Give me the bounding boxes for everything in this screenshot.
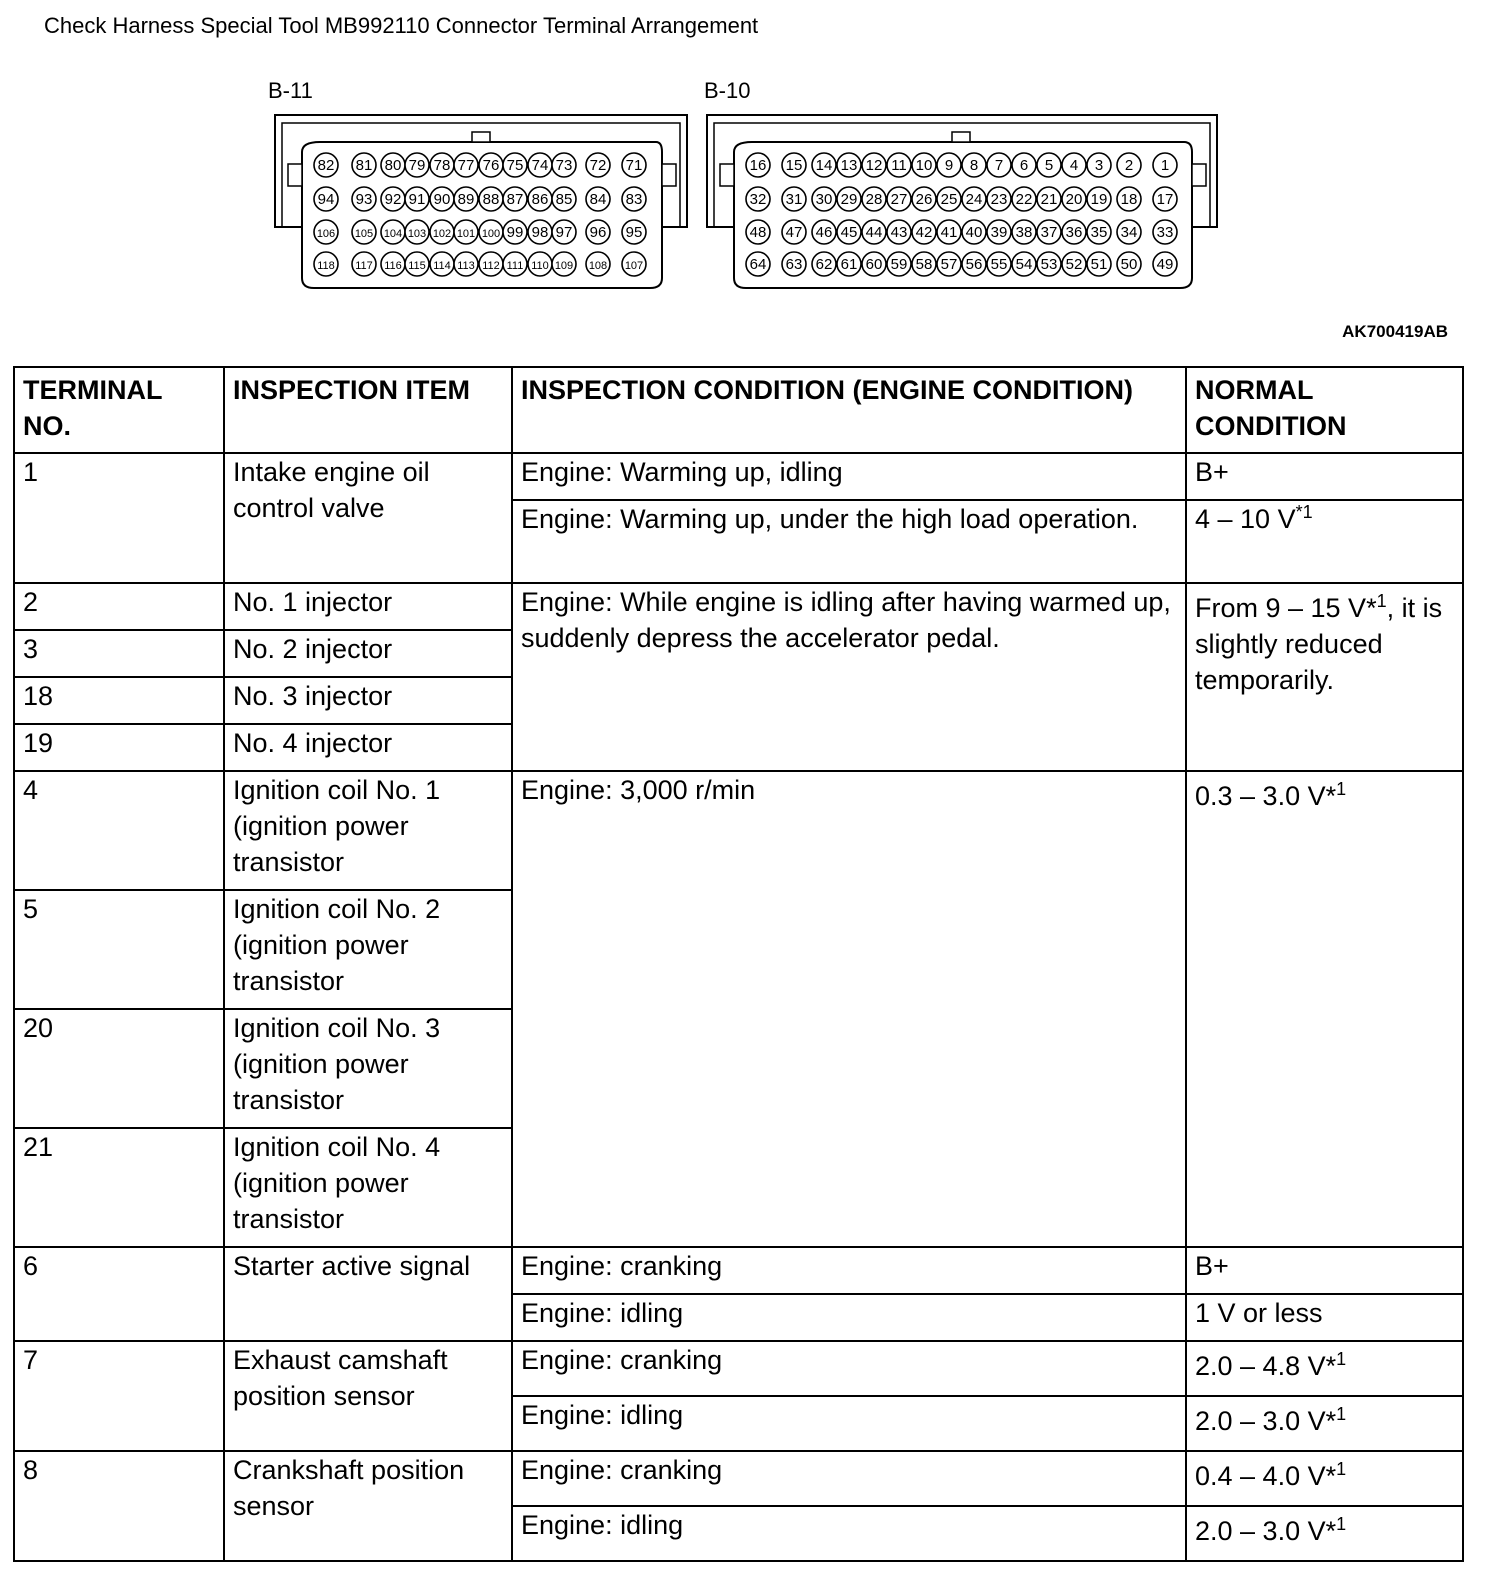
terminal-pin-label: 1 xyxy=(1160,157,1170,174)
cell-normal xyxy=(1186,771,1463,1247)
cell-condition: Engine: 3,000 r/min xyxy=(512,771,1186,1247)
terminal-pin-label: 92 xyxy=(384,191,402,208)
cell-item: No. 1 injector xyxy=(224,583,512,630)
terminal-pin-label: 16 xyxy=(749,157,767,174)
terminal-pin-label: 102 xyxy=(432,228,452,240)
normal-value: 2.0 – 3.0 V* xyxy=(1195,1406,1337,1436)
cell-terminal: 8 xyxy=(14,1451,224,1561)
cell-terminal: 7 xyxy=(14,1341,224,1451)
footnote-mark: 1 xyxy=(1336,1404,1347,1424)
terminal-pin-label: 90 xyxy=(433,191,451,208)
terminal-pin-label: 18 xyxy=(1120,191,1138,208)
terminal-pin-label: 74 xyxy=(531,157,549,174)
terminal-pin-label: 5 xyxy=(1044,157,1054,174)
terminal-pin-label: 117 xyxy=(355,260,373,272)
connector-b10-label: B-10 xyxy=(704,78,751,103)
terminal-pin-label: 56 xyxy=(965,256,983,273)
cell-item: Ignition coil No. 1 (ignition power transistor xyxy=(224,771,512,890)
terminal-pin-label: 23 xyxy=(990,191,1008,208)
terminal-pin-label: 9 xyxy=(944,157,954,174)
cell-condition: Engine: cranking xyxy=(512,1341,1186,1396)
cell-normal xyxy=(1186,1396,1463,1451)
terminal-pin-label: 97 xyxy=(555,224,573,241)
terminal-pin-label: 3 xyxy=(1094,157,1104,174)
terminal-pin-label: 111 xyxy=(506,260,524,272)
cell-terminal: 6 xyxy=(14,1247,224,1341)
footnote-mark: 1 xyxy=(1336,1349,1347,1369)
terminal-pin-label: 50 xyxy=(1120,256,1138,273)
terminal-pin-label: 53 xyxy=(1040,256,1058,273)
terminal-pin-label: 12 xyxy=(865,157,883,174)
cell-item: Crankshaft position sensor xyxy=(224,1451,512,1561)
terminal-pin-label: 13 xyxy=(840,157,858,174)
terminal-pin-label: 84 xyxy=(589,191,607,208)
header-inspection-condition: INSPECTION CONDITION (ENGINE CONDITION) xyxy=(512,367,1186,453)
cell-terminal: 20 xyxy=(14,1009,224,1128)
normal-value-tail: , it is slightly reduced temporarily. xyxy=(1195,593,1443,695)
cell-normal: B+ xyxy=(1186,453,1463,500)
cell-condition: Engine: cranking xyxy=(512,1247,1186,1294)
header-terminal-no: TERMINAL NO. xyxy=(14,367,224,453)
terminal-pin-label: 49 xyxy=(1156,256,1174,273)
cell-item: No. 4 injector xyxy=(224,724,512,771)
terminal-pin-label: 104 xyxy=(383,228,403,240)
terminal-pin-label: 35 xyxy=(1090,224,1108,241)
terminal-pin-label: 83 xyxy=(625,191,643,208)
header-inspection-item: INSPECTION ITEM xyxy=(224,367,512,453)
terminal-pin-label: 4 xyxy=(1069,157,1079,174)
terminal-pin-label: 93 xyxy=(355,191,373,208)
cell-normal xyxy=(1186,1506,1463,1561)
terminal-pin-label: 114 xyxy=(433,260,451,272)
terminal-pin-label: 60 xyxy=(865,256,883,273)
terminal-pin-label: 27 xyxy=(890,191,908,208)
table-row xyxy=(14,1247,1463,1294)
cell-terminal: 18 xyxy=(14,677,224,724)
terminal-pin-label: 107 xyxy=(624,260,644,272)
terminal-pin-label: 51 xyxy=(1090,256,1108,273)
cell-condition: Engine: Warming up, idling xyxy=(512,453,1186,500)
normal-value: 2.0 – 3.0 V* xyxy=(1195,1516,1337,1546)
terminal-pin-label: 44 xyxy=(865,224,883,241)
terminal-pin-label: 95 xyxy=(625,224,643,241)
terminal-pin-label: 30 xyxy=(815,191,833,208)
terminal-pin-label: 99 xyxy=(506,224,524,241)
terminal-pin-label: 33 xyxy=(1156,224,1174,241)
connector-b11-label: B-11 xyxy=(268,78,313,103)
cell-terminal: 19 xyxy=(14,724,224,771)
terminal-pin-label: 112 xyxy=(482,260,500,272)
cell-terminal: 4 xyxy=(14,771,224,890)
terminal-pin-label: 6 xyxy=(1019,157,1029,174)
terminal-pin-label: 58 xyxy=(915,256,933,273)
terminal-pin-label: 78 xyxy=(433,157,451,174)
terminal-pin-label: 103 xyxy=(407,228,427,240)
terminal-pin-label: 115 xyxy=(408,260,426,272)
cell-terminal: 21 xyxy=(14,1128,224,1247)
cell-item: Ignition coil No. 3 (ignition power transistor xyxy=(224,1009,512,1128)
terminal-pin-label: 71 xyxy=(625,157,643,174)
terminal-pin-label: 15 xyxy=(785,157,803,174)
terminal-pin-label: 47 xyxy=(785,224,803,241)
terminal-pin-label: 41 xyxy=(940,224,958,241)
footnote-mark: 1 xyxy=(1336,1459,1347,1479)
terminal-pin-label: 17 xyxy=(1156,191,1174,208)
terminal-pin-label: 86 xyxy=(531,191,549,208)
cell-terminal: 1 xyxy=(14,453,224,583)
table-row xyxy=(14,1341,1463,1396)
terminal-pin-label: 116 xyxy=(384,260,402,272)
terminal-pin-label: 14 xyxy=(815,157,833,174)
terminal-pin-label: 20 xyxy=(1065,191,1083,208)
terminal-pin-label: 36 xyxy=(1065,224,1083,241)
terminal-pin-label: 63 xyxy=(785,256,803,273)
terminal-pin-label: 55 xyxy=(990,256,1008,273)
terminal-pin-label: 72 xyxy=(589,157,607,174)
terminal-pin-label: 100 xyxy=(481,228,501,240)
table-row xyxy=(14,1451,1463,1506)
terminal-pin-label: 31 xyxy=(785,191,803,208)
cell-condition: Engine: Warming up, under the high load operation. xyxy=(512,500,1186,583)
terminal-pin-label: 77 xyxy=(457,157,475,174)
footnote-mark: *1 xyxy=(1295,502,1313,522)
terminal-pin-label: 113 xyxy=(457,260,475,272)
terminal-pin-label: 29 xyxy=(840,191,858,208)
terminal-pin-label: 96 xyxy=(589,224,607,241)
cell-normal xyxy=(1186,1341,1463,1396)
terminal-pin-label: 42 xyxy=(915,224,933,241)
terminal-pin-label: 85 xyxy=(555,191,573,208)
terminal-pin-label: 109 xyxy=(554,260,574,272)
cell-normal: 1 V or less xyxy=(1186,1294,1463,1341)
connector-b11-diagram xyxy=(272,112,692,296)
terminal-pin-label: 46 xyxy=(815,224,833,241)
normal-value: 4 – 10 V xyxy=(1195,504,1296,534)
cell-item: Starter active signal xyxy=(224,1247,512,1341)
connector-b10-diagram xyxy=(704,112,1220,296)
cell-normal xyxy=(1186,1451,1463,1506)
table-header-row xyxy=(14,367,1463,453)
cell-terminal: 2 xyxy=(14,583,224,630)
terminal-pin-label: 34 xyxy=(1120,224,1138,241)
terminal-pin-label: 64 xyxy=(749,256,767,273)
terminal-pin-label: 57 xyxy=(940,256,958,273)
terminal-pin-label: 61 xyxy=(840,256,858,273)
terminal-pin-label: 24 xyxy=(965,191,983,208)
terminal-pin-label: 48 xyxy=(749,224,767,241)
terminal-pin-label: 21 xyxy=(1040,191,1058,208)
terminal-pin-label: 43 xyxy=(890,224,908,241)
terminal-pin-label: 79 xyxy=(408,157,426,174)
terminal-pin-label: 81 xyxy=(355,157,373,174)
cell-item: Ignition coil No. 4 (ignition power transistor xyxy=(224,1128,512,1247)
terminal-pin-label: 25 xyxy=(940,191,958,208)
cell-condition: Engine: idling xyxy=(512,1294,1186,1341)
terminal-pin-label: 89 xyxy=(457,191,475,208)
cell-item: No. 2 injector xyxy=(224,630,512,677)
terminal-pin-label: 2 xyxy=(1124,157,1134,174)
header-normal-condition: NORMAL CONDITION xyxy=(1186,367,1463,453)
terminal-pin-label: 82 xyxy=(317,157,335,174)
footnote-mark: 1 xyxy=(1376,591,1387,611)
terminal-pin-label: 91 xyxy=(408,191,426,208)
terminal-pin-label: 59 xyxy=(890,256,908,273)
normal-value: 2.0 – 4.8 V* xyxy=(1195,1351,1337,1381)
terminal-pin-label: 28 xyxy=(865,191,883,208)
terminal-pin-label: 110 xyxy=(531,260,549,272)
terminal-pin-label: 10 xyxy=(915,157,933,174)
cell-normal: B+ xyxy=(1186,1247,1463,1294)
terminal-pin-label: 76 xyxy=(482,157,500,174)
terminal-pin-label: 37 xyxy=(1040,224,1058,241)
terminal-pin-label: 45 xyxy=(840,224,858,241)
terminal-pin-label: 39 xyxy=(990,224,1008,241)
terminal-pin-label: 105 xyxy=(354,228,374,240)
normal-value: 0.4 – 4.0 V* xyxy=(1195,1461,1337,1491)
terminal-pin-label: 52 xyxy=(1065,256,1083,273)
normal-value: From 9 – 15 V* xyxy=(1195,593,1377,623)
terminal-pin-label: 8 xyxy=(969,157,979,174)
cell-condition: Engine: While engine is idling after having warmed up, suddenly depress the accelerator pedal. xyxy=(512,583,1186,771)
cell-normal xyxy=(1186,500,1463,583)
terminal-pin-label: 19 xyxy=(1090,191,1108,208)
terminal-pin-label: 73 xyxy=(555,157,573,174)
terminal-pin-label: 54 xyxy=(1015,256,1033,273)
cell-condition: Engine: idling xyxy=(512,1396,1186,1451)
table-row xyxy=(14,771,1463,890)
terminal-pin-label: 75 xyxy=(506,157,524,174)
terminal-pin-label: 118 xyxy=(317,260,335,272)
terminal-pin-label: 94 xyxy=(317,191,335,208)
footnote-mark: 1 xyxy=(1336,1514,1347,1534)
cell-terminal: 5 xyxy=(14,890,224,1009)
cell-item: No. 3 injector xyxy=(224,677,512,724)
terminal-pin-label: 26 xyxy=(915,191,933,208)
terminal-pin-label: 62 xyxy=(815,256,833,273)
terminal-pin-label: 106 xyxy=(316,228,336,240)
inspection-table xyxy=(13,366,1464,1562)
terminal-pin-label: 32 xyxy=(749,191,767,208)
terminal-pin-label: 87 xyxy=(506,191,524,208)
page-title: Check Harness Special Tool MB992110 Connector Terminal Arrangement xyxy=(44,13,759,38)
terminal-pin-label: 22 xyxy=(1015,191,1033,208)
footnote-mark: 1 xyxy=(1336,779,1347,799)
terminal-pin-label: 38 xyxy=(1015,224,1033,241)
cell-condition: Engine: cranking xyxy=(512,1451,1186,1506)
terminal-pin-label: 80 xyxy=(384,157,402,174)
cell-normal xyxy=(1186,583,1463,771)
cell-item: Ignition coil No. 2 (ignition power transistor xyxy=(224,890,512,1009)
cell-item: Exhaust camshaft position sensor xyxy=(224,1341,512,1451)
terminal-pin-label: 108 xyxy=(588,260,608,272)
table-row xyxy=(14,583,1463,630)
cell-item: Intake engine oil control valve xyxy=(224,453,512,583)
table-row xyxy=(14,453,1463,500)
terminal-pin-label: 7 xyxy=(994,157,1004,174)
terminal-pin-label: 101 xyxy=(456,228,476,240)
terminal-pin-label: 40 xyxy=(965,224,983,241)
cell-terminal: 3 xyxy=(14,630,224,677)
terminal-pin-label: 88 xyxy=(482,191,500,208)
cell-condition: Engine: idling xyxy=(512,1506,1186,1561)
terminal-pin-label: 98 xyxy=(531,224,549,241)
terminal-pin-label: 11 xyxy=(891,157,907,174)
normal-value: 0.3 – 3.0 V* xyxy=(1195,781,1337,811)
figure-code: AK700419AB xyxy=(1342,322,1448,341)
